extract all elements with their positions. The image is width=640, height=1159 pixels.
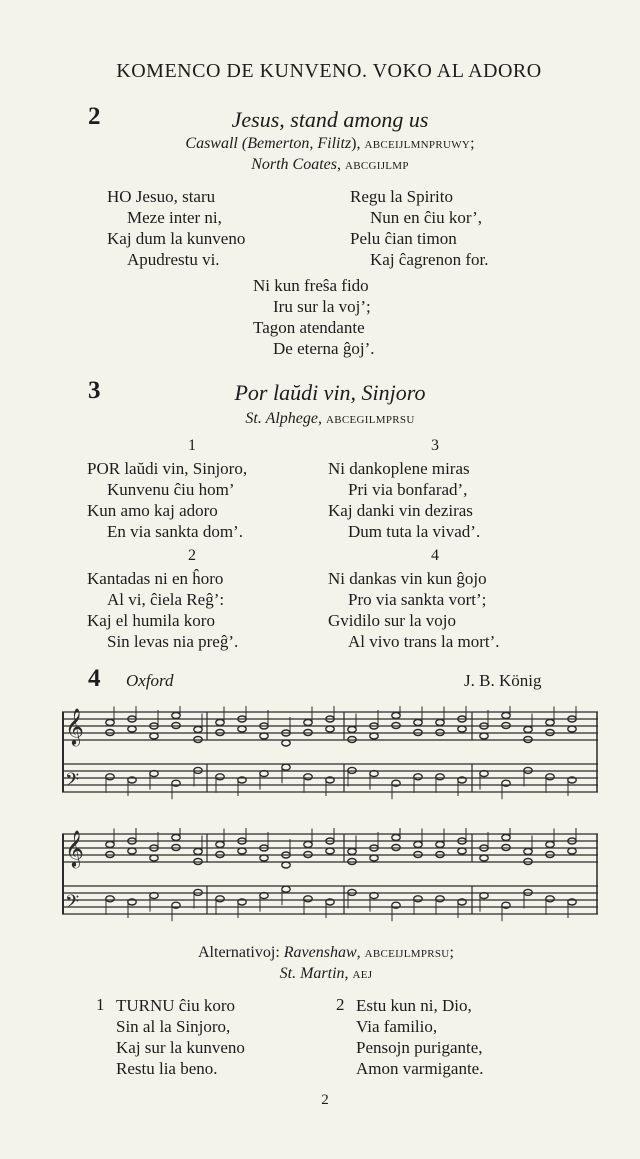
- lyric-line: Kaj dum la kunveno: [107, 229, 246, 248]
- lyric-line: Tagon atendante: [253, 318, 365, 337]
- note-head: [458, 848, 466, 854]
- note-head: [216, 896, 224, 902]
- note-head: [172, 713, 180, 719]
- hymn-4-verse-1: [116, 995, 245, 1079]
- note-head: [106, 720, 114, 726]
- hymn-2-center-stanza: [253, 275, 374, 359]
- hymn-3-number: 3: [88, 377, 101, 404]
- note-head: [568, 848, 576, 854]
- tune-name: North Coates: [251, 156, 337, 173]
- lyric-line: Sin levas nia preĝ’.: [107, 632, 239, 651]
- page-header: KOMENCO DE KUNVENO. VOKO AL ADORO: [116, 60, 542, 82]
- lyric-line: Nun en ĉiu kor’,: [370, 208, 483, 227]
- verse-number-3: 3: [431, 437, 439, 454]
- note-head: [436, 842, 444, 848]
- lyric-line: Ni dankoplene miras: [328, 459, 470, 478]
- verse-number-1: 1: [96, 995, 105, 1014]
- note-head: [172, 835, 180, 841]
- verse-number-2: 2: [336, 995, 345, 1014]
- lyric-line: Ni dankas vin kun ĝojo: [328, 569, 487, 588]
- note-head: [524, 849, 532, 855]
- alt-tune-name: Ravenshaw: [283, 944, 357, 961]
- note-head: [260, 855, 268, 861]
- note-head: [348, 849, 356, 855]
- hymn-4-alternatives-line-2: St. Martin, AEJ: [279, 965, 373, 982]
- lyric-line: Ni kun freŝa fido: [253, 276, 369, 295]
- lyric-line: Al vivo trans la mort’.: [348, 632, 500, 651]
- note-head: [260, 733, 268, 739]
- note-head: [392, 835, 400, 841]
- hymn-2-tune-line-1: [0, 135, 640, 153]
- note-head: [216, 842, 224, 848]
- note-head: [216, 720, 224, 726]
- note-head: [436, 774, 444, 780]
- hymn-3-tune: St. Alphege, ABCEGILMPRSU: [245, 410, 415, 427]
- note-head: [392, 713, 400, 719]
- note-head: [282, 886, 290, 892]
- note-head: [546, 720, 554, 726]
- note-head: [106, 842, 114, 848]
- treble-clef-icon: 𝄞: [65, 829, 84, 867]
- lyric-line: Kantadas ni en ĥoro: [87, 569, 224, 588]
- lyric-line: Sin al la Sinjoro,: [116, 1017, 231, 1036]
- note-head: [348, 727, 356, 733]
- hymn-4-alternatives-line-1: Alternativoj: Ravenshaw, ABCEIJLMPRSU;: [198, 944, 454, 961]
- note-head: [524, 727, 532, 733]
- note-head: [326, 848, 334, 854]
- note-head: [128, 726, 136, 732]
- note-head: [546, 842, 554, 848]
- note-head: [128, 848, 136, 854]
- note-head: [304, 896, 312, 902]
- note-head: [238, 848, 246, 854]
- hymn-4-tune: Oxford: [126, 671, 174, 690]
- lyric-line: Pensojn purigante,: [356, 1038, 483, 1057]
- treble-clef-icon: 𝄞: [65, 707, 84, 745]
- lyric-line: HO Jesuo, staru: [107, 187, 216, 206]
- note-head: [194, 849, 202, 855]
- lyric-line: Apudrestu vi.: [127, 250, 220, 269]
- note-head: [216, 774, 224, 780]
- hymn-3-verse-2: [87, 568, 238, 652]
- note-head: [282, 862, 290, 868]
- verse-number-4: 4: [431, 547, 439, 564]
- lyric-line: Kaj ĉagrenon for.: [370, 250, 489, 269]
- hymn-4-verse-2: [356, 995, 483, 1079]
- lyric-line: Gvidilo sur la vojo: [328, 611, 456, 630]
- tune-name: St. Alphege: [245, 410, 318, 427]
- note-head: [502, 835, 510, 841]
- lyric-line: Restu lia beno.: [116, 1059, 218, 1078]
- note-head: [414, 720, 422, 726]
- hymn-3-verse-4: [328, 568, 500, 652]
- lyric-line: Pelu ĉian timon: [350, 229, 457, 248]
- bass-clef-icon: 𝄢: [65, 770, 80, 795]
- tune-codes: ABCEIJLMPRSU: [364, 948, 450, 960]
- hymn-2-left-stanza: [107, 186, 245, 270]
- hymn-2-tune-line-2: North Coates, ABCGIJLMP: [251, 156, 409, 173]
- note-head: [304, 720, 312, 726]
- lyric-line: Pri via bonfarad’,: [348, 480, 468, 499]
- lyric-line: Regu la Spirito: [350, 187, 453, 206]
- lyric-line: Pro via sankta vort’;: [348, 590, 487, 609]
- note-head: [370, 733, 378, 739]
- hymn-4-number: 4: [88, 665, 101, 692]
- verse-number-1: 1: [188, 437, 196, 454]
- note-head: [106, 774, 114, 780]
- lyric-line: Kaj el humila koro: [87, 611, 215, 630]
- note-head: [546, 774, 554, 780]
- verse-number-2: 2: [188, 547, 196, 564]
- note-head: [304, 842, 312, 848]
- tune-composer: Caswall (: [185, 135, 248, 152]
- lyric-line: TURNU ĉiu koro: [116, 996, 235, 1015]
- hymn-2-number: 2: [88, 103, 101, 130]
- hymn-2-right-stanza: [350, 186, 488, 270]
- lyric-line: Estu kun ni, Dio,: [356, 996, 472, 1015]
- note-head: [326, 726, 334, 732]
- page-number: 2: [321, 1092, 329, 1108]
- bass-clef-icon: 𝄢: [65, 892, 80, 917]
- alt-tune-name: St. Martin: [279, 965, 345, 982]
- tune-codes: ABCEIJLMNPRUWY: [364, 139, 471, 151]
- lyric-line: Meze inter ni,: [127, 208, 222, 227]
- tune-paren: ),: [351, 135, 365, 152]
- lyric-line: Kaj danki vin deziras: [328, 501, 473, 520]
- music-system-2: [62, 828, 598, 924]
- note-head: [304, 774, 312, 780]
- note-head: [282, 764, 290, 770]
- lyric-line: En via sankta dom’.: [107, 522, 243, 541]
- hymn-4-composer: J. B. König: [464, 671, 542, 690]
- lyric-line: Kun amo kaj adoro: [87, 501, 218, 520]
- lyric-line: Iru sur la voj’;: [273, 297, 371, 316]
- note-head: [568, 726, 576, 732]
- lyric-line: Kunvenu ĉiu hom’: [107, 480, 235, 499]
- note-head: [436, 720, 444, 726]
- tune-codes: AEJ: [352, 969, 373, 981]
- alt-label: Alternativoj:: [198, 944, 284, 961]
- lyric-line: Amon varmigante.: [356, 1059, 484, 1078]
- note-head: [480, 733, 488, 739]
- hymn-2-title: Jesus, stand among us: [231, 107, 429, 132]
- tune-codes: ABCEGILMPRSU: [326, 414, 415, 426]
- note-head: [436, 896, 444, 902]
- note-head: [546, 896, 554, 902]
- lyric-line: De eterna ĝoj’.: [273, 339, 375, 358]
- note-head: [414, 842, 422, 848]
- note-head: [414, 774, 422, 780]
- note-head: [150, 733, 158, 739]
- lyric-line: Al vi, ĉiela Reĝ’:: [107, 590, 225, 609]
- note-head: [194, 727, 202, 733]
- note-head: [458, 726, 466, 732]
- note-head: [238, 726, 246, 732]
- note-head: [150, 855, 158, 861]
- hymn-3-verse-1: [87, 458, 247, 542]
- hymn-3-title: Por laŭdi vin, Sinjoro: [234, 380, 426, 405]
- lyric-line: Dum tuta la vivad’.: [348, 522, 481, 541]
- music-system-1: [62, 706, 598, 802]
- tune-names: Bemerton, Filitz: [247, 135, 352, 152]
- lyric-line: Kaj sur la kunveno: [116, 1038, 245, 1057]
- note-head: [414, 896, 422, 902]
- note-head: [106, 896, 114, 902]
- hymn-3-verse-3: [328, 458, 480, 542]
- note-head: [480, 855, 488, 861]
- tune-codes: ABCGIJLMP: [344, 160, 409, 172]
- note-head: [282, 740, 290, 746]
- note-head: [502, 713, 510, 719]
- tune-semicolon: ;: [470, 135, 475, 152]
- note-head: [370, 855, 378, 861]
- lyric-line: Via familio,: [356, 1017, 438, 1036]
- lyric-line: POR laŭdi vin, Sinjoro,: [87, 459, 248, 478]
